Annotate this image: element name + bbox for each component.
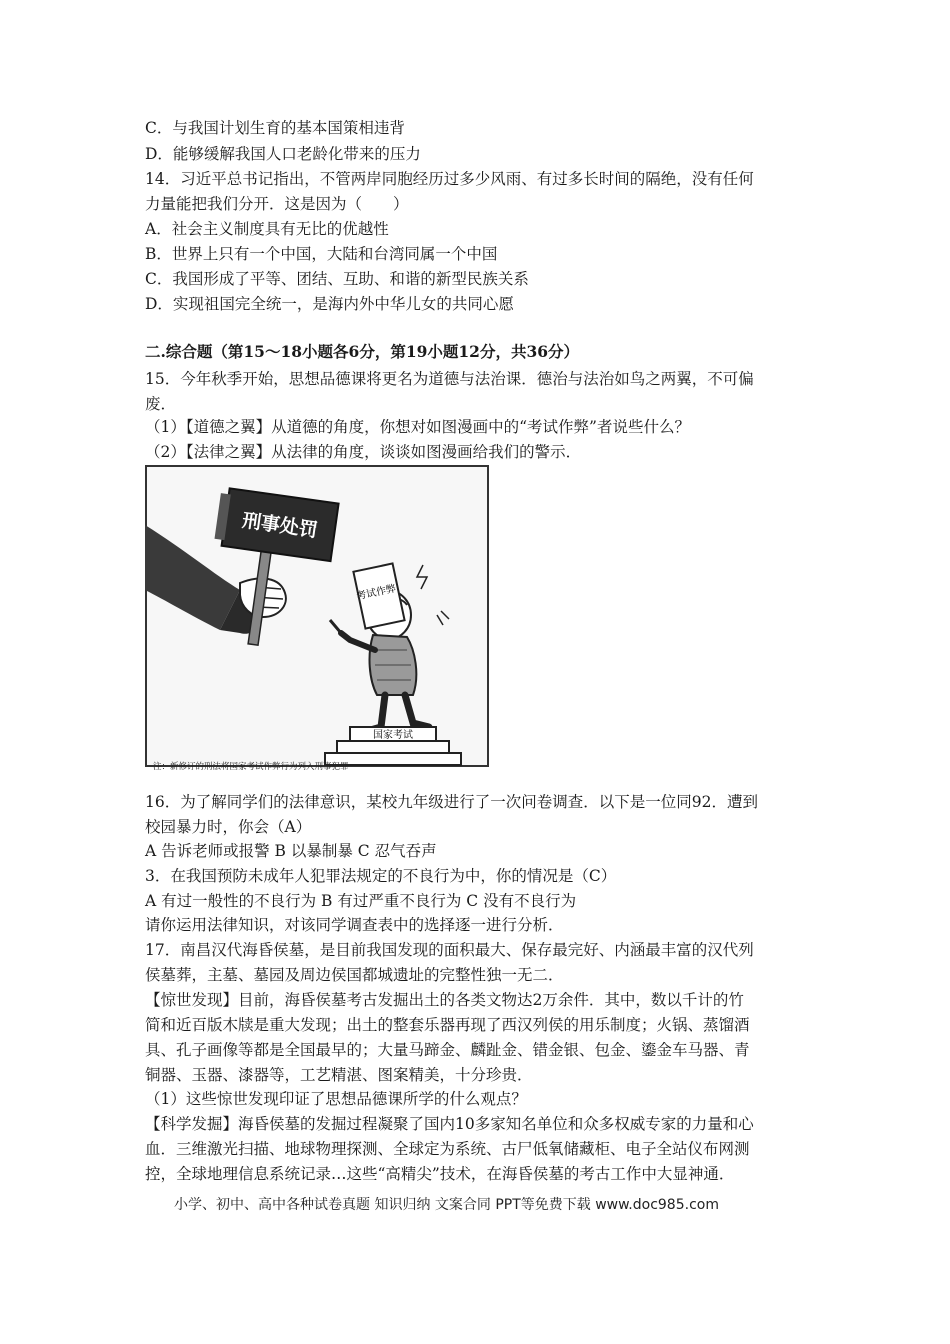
- option-a-q14: A．社会主义制度具有无比的优越性: [145, 220, 389, 238]
- question-15-part2: （2）【法律之翼】从法律的角度，谈谈如图漫画给我们的警示．: [145, 443, 582, 461]
- question-15-part1: （1）【道德之翼】从道德的角度，你想对如图漫画中的“考试作弊”者说些什么？: [145, 418, 690, 436]
- cartoon-caption: 注：新修订的刑法将国家考试作弊行为列入刑事犯罪: [153, 762, 349, 772]
- question-14-line1: 14．习近平总书记指出，不管两岸同胞经历过多少风雨、有过多长时间的隔绝，没有任何: [145, 170, 754, 188]
- question-16-sub3: 3．在我国预防未成年人犯罪法规定的不良行为中，你的情况是（C）: [145, 867, 617, 885]
- question-16-sub3-options: A 有过一般性的不良行为 B 有过严重不良行为 C 没有不良行为: [145, 892, 577, 910]
- question-17-line1: 17．南昌汉代海昏侯墓，是目前我国发现的面积最大、保存最完好、内涵最丰富的汉代列: [145, 941, 754, 959]
- podium-label: 国家考试: [373, 730, 413, 741]
- question-17-part1: （1）这些惊世发现印证了思想品德课所学的什么观点？: [145, 1090, 527, 1108]
- question-17-discovery-3: 具、孔子画像等都是全国最早的；大量马蹄金、麟趾金、错金银、包金、鎏金车马器、青: [145, 1041, 750, 1059]
- question-16-line2: 校园暴力时，你会（A）: [145, 818, 312, 836]
- option-b-q14: B．世界上只有一个中国，大陆和台湾同属一个中国: [145, 245, 498, 263]
- question-17-discovery-2: 简和近百版木牍是重大发现；出土的整套乐器再现了西汉列侯的用乐制度；火锅、蒸馏酒: [145, 1016, 750, 1034]
- option-c-q14: C．我国形成了平等、团结、互助、和谐的新型民族关系: [145, 270, 529, 288]
- question-17-science-1: 【科学发掘】海昏侯墓的发掘过程凝聚了国内10多家知名单位和众多权威专家的力量和心: [145, 1115, 754, 1133]
- sign-label: 考试作弊: [355, 583, 398, 603]
- question-15-line1: 15．今年秋季开始，思想品德课将更名为道德与法治课．德治与法治如鸟之两翼，不可偏: [145, 370, 754, 388]
- section-heading: 二.综合题（第15～18小题各6分，第19小题12分，共36分）: [145, 342, 580, 361]
- page-footer: 小学、初中、高中各种试卷真题 知识归纳 文案合同 PPT等免费下载 www.doc985.com: [174, 1197, 719, 1213]
- question-15-line2: 废．: [145, 395, 177, 413]
- question-16-line1: 16．为了解同学们的法律意识，某校九年级进行了一次问卷调查．以下是一位同92．遭到: [145, 793, 758, 811]
- question-17-science-2: 血．三维激光扫描、地球物理探测、全球定为系统、古尸低氧储藏柜、电子全站仪布网测: [145, 1140, 750, 1158]
- option-d-q13: D．能够缓解我国人口老龄化带来的压力: [145, 145, 421, 163]
- option-d-q14: D．实现祖国完全统一，是海内外中华儿女的共同心愿: [145, 295, 514, 313]
- question-16-options: A 告诉老师或报警 B 以暴制暴 C 忍气吞声: [145, 842, 437, 860]
- cartoon-drawing: [145, 465, 489, 775]
- cartoon-image: [145, 465, 489, 775]
- question-14-line2: 力量能把我们分开．这是因为（ ）: [145, 195, 409, 213]
- question-17-discovery-1: 【惊世发现】目前，海昏侯墓考古发掘出土的各类文物达2万余件．其中，数以千计的竹: [145, 991, 744, 1009]
- question-16-instruction: 请你运用法律知识，对该同学调查表中的选择逐一进行分析．: [145, 916, 564, 934]
- question-17-science-3: 控，全球地理信息系统记录…这些“高精尖”技术，在海昏侯墓的考古工作中大显神通．: [145, 1165, 735, 1183]
- hammer-label: 刑事处罚: [240, 509, 320, 542]
- question-17-line2: 侯墓葬，主墓、墓园及周边侯国都城遗址的完整性独一无二．: [145, 966, 564, 984]
- option-c-q13: C．与我国计划生育的基本国策相违背: [145, 119, 405, 137]
- question-17-discovery-4: 铜器、玉器、漆器等，工艺精湛、图案精美，十分珍贵．: [145, 1066, 533, 1084]
